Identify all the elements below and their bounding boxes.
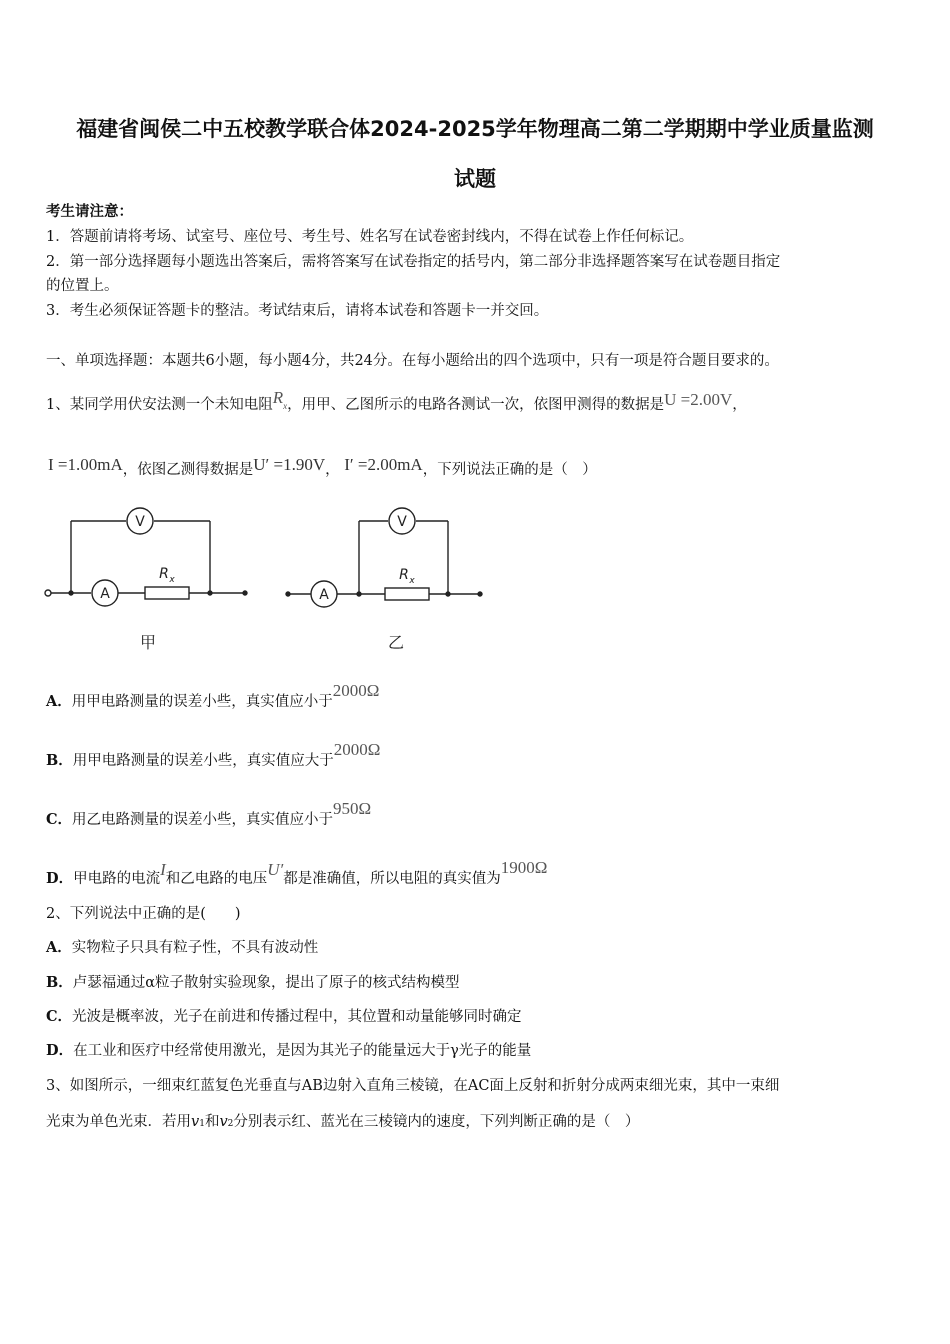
circuit-figure	[40, 500, 500, 665]
resistor-label-right: R	[399, 567, 409, 583]
voltmeter-label-left: V	[135, 514, 145, 530]
option-text: 实物粒子只具有粒子性，不具有波动性	[71, 940, 319, 956]
voltmeter-label-right: V	[397, 514, 407, 530]
caption-jia: 甲	[139, 633, 157, 652]
q2-option-a[interactable]	[46, 938, 318, 958]
symbol-v2: v	[219, 1114, 228, 1130]
option-text: 和乙电路的电压	[165, 871, 268, 887]
option-value: 2000Ω	[333, 740, 381, 759]
notice-item-3: 3．考生必须保证答题卡的整洁。考试结束后，请将本试卷和答题卡一并交回。	[46, 303, 549, 319]
q3-stem-line1: 3、如图所示，一细束红蓝复色光垂直与AB边射入直角三棱镜，在AC面上反射和折射分成两束细光束，其中一束细	[46, 1078, 780, 1094]
q3-text: 和	[204, 1114, 220, 1130]
option-text: 都是准确值，所以电阻的真实值为	[283, 871, 501, 887]
q1-stem-line2	[48, 455, 597, 480]
terminal	[478, 592, 482, 596]
q3-stem-line2	[46, 1112, 639, 1134]
option-letter: A．	[46, 939, 72, 956]
resistor-sub-right: x	[409, 576, 415, 586]
q1-u2-value: U′ =1.90V	[253, 455, 326, 474]
junction-node	[208, 591, 212, 595]
option-value: 950Ω	[333, 799, 372, 818]
q2-option-d[interactable]	[46, 1041, 531, 1061]
q1-stem-line1	[46, 388, 747, 416]
junction-node	[446, 592, 450, 596]
q1-option-b[interactable]	[46, 740, 380, 771]
q2-option-b[interactable]	[46, 973, 460, 993]
caption-yi: 乙	[387, 633, 405, 652]
section-heading: 一、单项选择题：本题共6小题，每小题4分，共24分。在每小题给出的四个选项中，只有一项是符合题目要求的。	[46, 353, 779, 369]
q1-u-value: U =2.00V	[664, 390, 733, 409]
q1-stem-a: 1、某同学用伏安法测一个未知电阻	[46, 397, 273, 413]
q1-option-c[interactable]	[46, 799, 371, 830]
q1-i2-value: I′ =2.00mA	[344, 455, 423, 474]
q1-i-value: I =1.00mA	[48, 455, 123, 474]
q2-stem: 2、下列说法中正确的是( )	[46, 906, 241, 922]
rx-symbol: R	[272, 388, 284, 407]
rx-subscript: x	[283, 401, 288, 411]
exam-title-continued: 试题	[454, 167, 496, 191]
option-letter: B．	[46, 974, 73, 991]
option-letter: D．	[46, 870, 74, 887]
resistor-label-left: R	[159, 566, 169, 582]
q1-option-d[interactable]	[46, 858, 547, 889]
resistor-sub-left: x	[169, 575, 175, 585]
option-letter: B．	[46, 752, 73, 769]
option-letter: A．	[46, 693, 72, 710]
option-text: 用甲电路测量的误差小些，真实值应大于	[72, 753, 334, 769]
notice-item-2: 2．第一部分选择题每小题选出答案后，需将答案写在试卷指定的括号内，第二部分非选择题答案写在试卷题目指定	[46, 254, 781, 270]
option-letter: D．	[46, 1042, 74, 1059]
symbol-i: I	[160, 860, 166, 879]
q2-option-c[interactable]	[46, 1007, 522, 1027]
notice-item-1: 1．答题前请将考场、试室号、座位号、考生号、姓名写在试卷密封线内，不得在试卷上作任何标记。	[46, 229, 694, 245]
symbol-v1-sub: 1	[199, 1119, 205, 1129]
q1-option-a[interactable]	[46, 681, 379, 712]
resistor-right	[385, 588, 429, 600]
q1-comma2: ，	[325, 462, 340, 478]
resistor-left	[145, 587, 189, 599]
notice-heading: 考生请注意：	[46, 203, 133, 220]
symbol-u-prime: U′	[267, 860, 284, 879]
q1-stem-b: ，用甲、乙图所示的电路各测试一次，依图甲测得的数据是	[287, 397, 665, 413]
option-text: 甲电路的电流	[73, 871, 161, 887]
q1-comma: ，	[732, 397, 747, 413]
option-text: 用乙电路测量的误差小些，真实值应小于	[72, 812, 334, 828]
exam-title: 福建省闽侯二中五校教学联合体2024-2025学年物理高二第二学期期中学业质量监测	[76, 117, 874, 141]
symbol-v2-sub: 2	[227, 1119, 234, 1129]
q3-text: 光束为单色光束．若用	[46, 1114, 191, 1130]
symbol-v1: v	[191, 1114, 200, 1130]
option-letter: C．	[46, 1008, 73, 1025]
option-text: 卢瑟福通过α粒子散射实验现象，提出了原子的核式结构模型	[72, 975, 460, 991]
q1-stem-c: ，依图乙测得数据是	[122, 462, 254, 478]
terminal	[45, 590, 51, 596]
option-text: 在工业和医疗中经常使用激光，是因为其光子的能量远大于γ光子的能量	[73, 1043, 532, 1059]
ammeter-label-right: A	[319, 587, 329, 603]
option-text: 光波是概率波，光子在前进和传播过程中，其位置和动量能够同时确定	[72, 1009, 522, 1025]
ammeter-label-left: A	[100, 586, 110, 602]
option-value: 2000Ω	[332, 681, 380, 700]
option-value: 1900Ω	[500, 858, 548, 877]
q3-text: 分别表示红、蓝光在三棱镜内的速度，下列判断正确的是（ ）	[233, 1114, 640, 1130]
notice-item-2-continued: 的位置上。	[46, 278, 119, 294]
option-text: 用甲电路测量的误差小些，真实值应小于	[71, 694, 333, 710]
option-letter: C．	[46, 811, 73, 828]
q1-stem-d: ，下列说法正确的是（ ）	[422, 462, 597, 478]
terminal	[243, 591, 247, 595]
